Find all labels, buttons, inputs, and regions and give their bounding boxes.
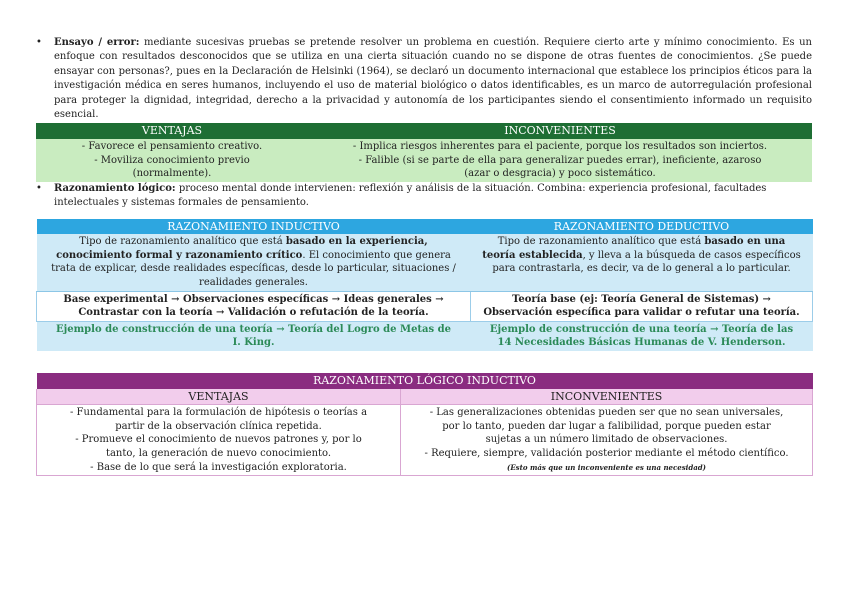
list-item: - Implica riesgos inherentes para el paciente, porque los resultados son inciertos. — [352, 141, 768, 153]
ensayo-text: mediante sucesivas pruebas se pretende resolver un problema en cuestión. Requiere cierto arte y mínimo conocimiento. Es un enfoque con resultados desconocidos que se utiliza en una cierta situación cuando no se dispone de otras fuentes de conocimientos. ¿Se puede ensayar con personas?, pues en la Declaración de Helsinki (1964), se declaró un documento internacional que establece los principios éticos para la investigación médica en seres humanos, incluyendo el uso de material biológico o datos identificables, es un marco de autorregulación profesional para proteger la dignidad, integridad, derecho a la privacidad y autonomía de los participantes siendo el consentimiento informado un requisito esencial. — [54, 37, 812, 121]
definition-row — [37, 234, 813, 291]
document-page — [36, 36, 812, 476]
list-item: - Promueve el conocimiento de nuevos patrones y, por lo tanto, la generación de nuevo conocimiento. — [75, 434, 362, 459]
ventajas-cell — [36, 139, 308, 182]
razonamiento-table — [36, 219, 813, 351]
list-item: - Base de lo que será la investigación exploratoria. — [90, 461, 347, 473]
inconvenientes-header: INCONVENIENTES — [308, 123, 812, 139]
inductivo-definition — [37, 234, 471, 291]
list-item — [423, 447, 790, 474]
ded-def-a: Tipo de razonamiento analítico que está — [497, 236, 705, 248]
inductivo-table-title — [37, 373, 813, 389]
inductivo-table-header — [37, 389, 813, 405]
deductivo-definition — [471, 234, 813, 291]
process-row — [37, 291, 813, 321]
inductivo-table-body — [37, 405, 813, 476]
ded-def-b: , y lleva a la búsqueda de casos específicos para contrastarla, es decir, va de lo general a lo particular. — [492, 249, 801, 275]
inconvenientes-cell — [308, 139, 812, 182]
bullet-icon: • — [36, 37, 42, 48]
inductivo-process: Base experimental → Observaciones específicas → Ideas generales → Contrastar con la teoría → Validación o refutación de la teoría. — [37, 291, 471, 321]
ensayo-paragraph — [54, 36, 812, 122]
list-item: - Las generalizaciones obtenidas pueden ser que no sean universales, por lo tanto, pueden dar lugar a falibilidad, porque pueden estar sujetas a un número limitado de observaciones. — [429, 407, 784, 446]
list-item: - Moviliza conocimiento previo (normalmente). — [94, 154, 250, 180]
ind-def-b: . El conocimiento que genera trata de explicar, desde realidades específicas, desde lo particular, situaciones / realidades generales. — [51, 249, 456, 288]
note-text: (Esto más que un inconveniente es una necesidad) — [507, 462, 706, 472]
razonamiento-text: proceso mental donde intervienen: reflexión y análisis de la situación. Combina: experiencia profesional, facultades intelectuales y sistemas formales de pensamiento. — [54, 182, 767, 209]
deductivo-header: RAZONAMIENTO DEDUCTIVO — [471, 219, 813, 235]
inconvenientes-cell — [401, 405, 813, 476]
ensayo-table — [36, 123, 812, 181]
list-item: - Fundamental para la formulación de hipótesis o teorías a partir de la observación clínica repetida. — [69, 407, 368, 432]
ensayo-table-header — [36, 123, 812, 139]
razonamiento-paragraph — [54, 182, 812, 211]
ensayo-table-body — [36, 139, 812, 182]
deductivo-process: Teoría base (ej: Teoría General de Sistemas) → Observación específica para validar o refutar una teoría. — [471, 291, 813, 321]
ventajas-header: VENTAJAS — [36, 123, 308, 139]
list-item: - Falible (si se parte de ella para generalizar puedes errar), ineficiente, azaroso (azar o desgracia) y poco sistemático. — [358, 154, 762, 180]
ensayo-bullet — [36, 36, 812, 122]
razonamiento-bullet — [36, 182, 812, 211]
ensayo-title: Ensayo / error: — [54, 37, 140, 48]
inductivo-title: RAZONAMIENTO LÓGICO INDUCTIVO — [37, 373, 813, 389]
ind-def-bold: basado en la experiencia, conocimiento formal y razonamiento crítico — [56, 236, 428, 261]
requiere-text: - Requiere, siempre, validación posterior mediante el método científico. — [424, 447, 789, 459]
inductivo-header: RAZONAMIENTO INDUCTIVO — [37, 219, 471, 235]
ventajas-cell — [37, 405, 401, 476]
ind-def-a: Tipo de razonamiento analítico que está — [79, 236, 286, 248]
inductivo-table — [36, 373, 813, 476]
inconvenientes-header: INCONVENIENTES — [401, 389, 813, 405]
ventajas-header: VENTAJAS — [37, 389, 401, 405]
razonamiento-table-header — [37, 219, 813, 235]
razonamiento-title: Razonamiento lógico: — [54, 182, 176, 194]
list-item: - Favorece el pensamiento creativo. — [81, 141, 263, 153]
ded-def-bold: basado en una teoría establecida — [482, 236, 786, 261]
deductivo-example: Ejemplo de construcción de una teoría → Teoría de las 14 Necesidades Básicas Humanas de V. Henderson. — [471, 321, 813, 351]
bullet-icon: • — [36, 182, 42, 194]
example-row — [37, 321, 813, 351]
inductivo-example: Ejemplo de construcción de una teoría → Teoría del Logro de Metas de I. King. — [37, 321, 471, 351]
